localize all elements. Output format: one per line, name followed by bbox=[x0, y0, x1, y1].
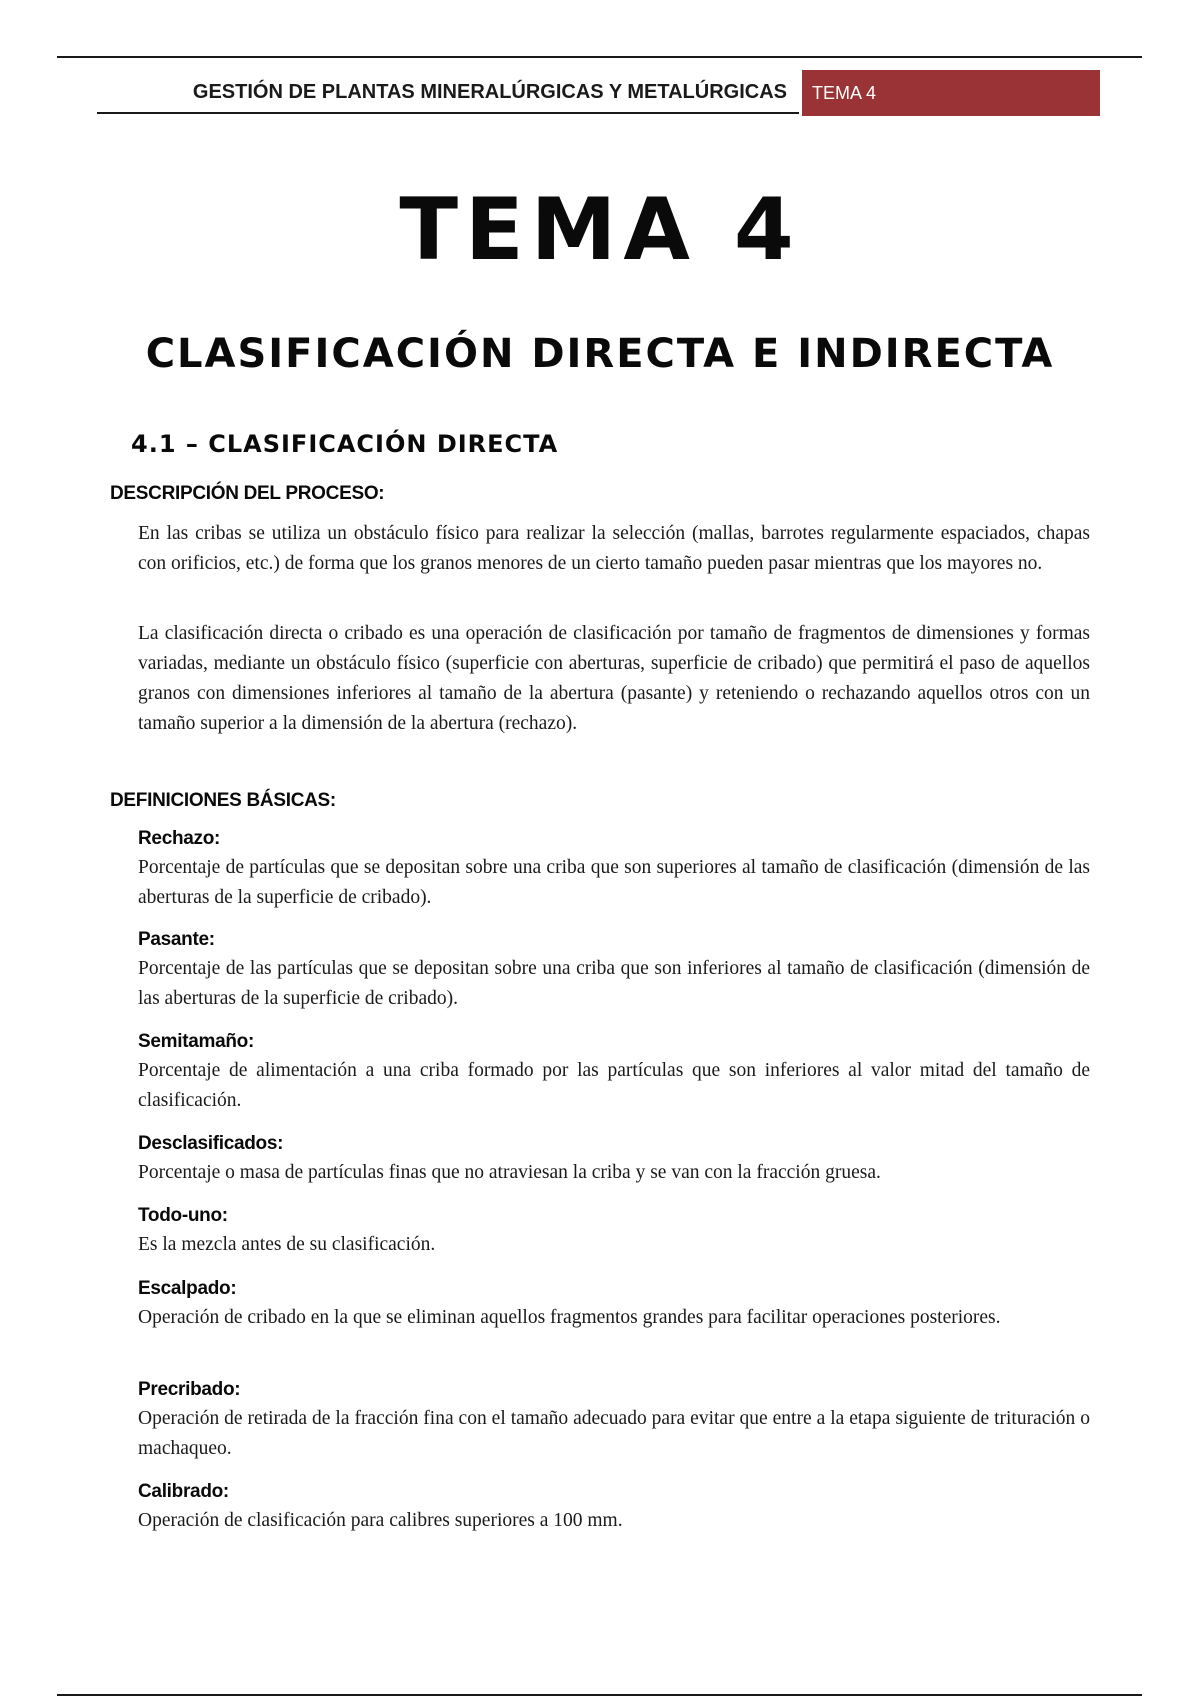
page-header bbox=[97, 70, 1103, 116]
definition-item bbox=[138, 1202, 1090, 1260]
header-top-rule bbox=[57, 56, 1142, 58]
definition-term: Escalpado: bbox=[138, 1278, 237, 1299]
definition-term: Semitamaño: bbox=[138, 1031, 255, 1052]
definition-text: Operación de retirada de la fracción fina con el tamaño adecuado para evitar que entre a la etapa siguiente de trituración o machaqueo. bbox=[138, 1408, 1090, 1459]
document-title: TEMA 4 bbox=[399, 180, 801, 280]
definition-item bbox=[138, 1478, 1090, 1536]
definition-text: Porcentaje de partículas que se depositan sobre una criba que son superiores al tamaño de clasificación (dimensión de las aberturas de la superficie de cribado). bbox=[138, 857, 1090, 908]
definition-item bbox=[138, 1376, 1090, 1464]
process-description-label: DESCRIPCIÓN DEL PROCESO: bbox=[110, 483, 385, 504]
definition-text: Operación de cribado en la que se eliminan aquellos fragmentos grandes para facilitar operaciones posteriores. bbox=[138, 1307, 1001, 1328]
header-chapter-badge: TEMA 4 bbox=[802, 70, 1100, 116]
definition-item bbox=[138, 1130, 1090, 1188]
definition-item bbox=[138, 926, 1090, 1014]
definition-term: Rechazo: bbox=[138, 828, 221, 849]
footer-rule bbox=[57, 1694, 1142, 1696]
definition-text: Es la mezcla antes de su clasificación. bbox=[138, 1234, 436, 1255]
definition-text: Porcentaje o masa de partículas finas que no atraviesan la criba y se van con la fracción gruesa. bbox=[138, 1162, 881, 1183]
definition-item bbox=[138, 1275, 1090, 1333]
definition-item bbox=[138, 825, 1090, 913]
section-heading: 4.1 – CLASIFICACIÓN DIRECTA bbox=[131, 430, 559, 458]
basic-definitions-label: DEFINICIONES BÁSICAS: bbox=[110, 790, 336, 811]
definition-item bbox=[138, 1028, 1090, 1116]
definition-text: Porcentaje de las partículas que se depositan sobre una criba que son inferiores al tamaño de clasificación (dimensión de las aberturas de la superficie de cribado). bbox=[138, 958, 1090, 1009]
definition-term: Precribado: bbox=[138, 1379, 241, 1400]
definition-term: Pasante: bbox=[138, 929, 215, 950]
definition-term: Calibrado: bbox=[138, 1481, 229, 1502]
document-subtitle: CLASIFICACIÓN DIRECTA E INDIRECTA bbox=[145, 331, 1055, 377]
process-paragraph-1: En las cribas se utiliza un obstáculo físico para realizar la selección (mallas, barrotes regularmente espaciados, chapas con orificios, etc.) de forma que los granos menores de un cierto tamaño pueden pasar mientras que los mayores no. bbox=[138, 523, 1090, 574]
definition-term: Todo-uno: bbox=[138, 1205, 228, 1226]
process-paragraph-2: La clasificación directa o cribado es una operación de clasificación por tamaño de fragmentos de dimensiones y formas variadas, mediante un obstáculo físico (superficie con aberturas, superficie de cribado) que permitirá el paso de aquellos granos con dimensiones inferiores al tamaño de la abertura (pasante) y reteniendo o rechazando aquellos otros con un tamaño superior a la dimensión de la abertura (rechazo). bbox=[138, 623, 1090, 734]
definition-text: Operación de clasificación para calibres superiores a 100 mm. bbox=[138, 1510, 623, 1531]
definition-text: Porcentaje de alimentación a una criba formado por las partículas que son inferiores al valor mitad del tamaño de clasificación. bbox=[138, 1060, 1090, 1111]
definition-term: Desclasificados: bbox=[138, 1133, 284, 1154]
header-course-title: GESTIÓN DE PLANTAS MINERALÚRGICAS Y METALÚRGICAS bbox=[97, 70, 799, 114]
